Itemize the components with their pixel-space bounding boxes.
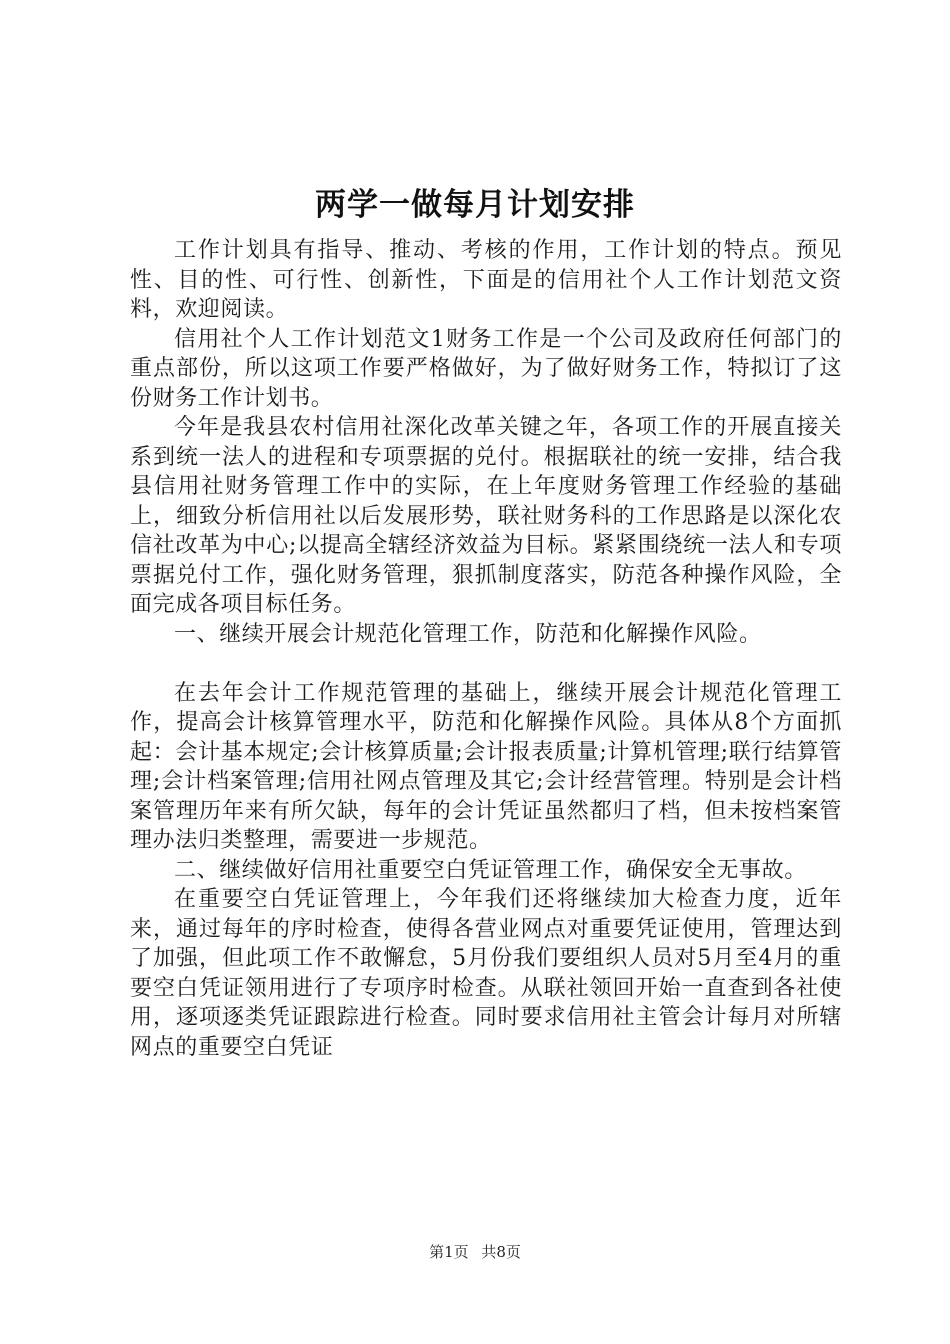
document-title: 两学一做每月计划安排 bbox=[315, 187, 635, 223]
paragraph-intro: 工作计划具有指导、推动、考核的作用，工作计划的特点。预见性、目的性、可行性、创新性，下面是的信用社个人工作计划范文资料，欢迎阅读。 bbox=[130, 238, 842, 322]
section-heading-1: 一、继续开展会计规范化管理工作，防范和化解操作风险。 bbox=[174, 621, 762, 647]
page-total: 共8页 bbox=[481, 1243, 521, 1261]
page-number: 第1页 bbox=[429, 1243, 469, 1261]
paragraph-section-1: 在去年会计工作规范管理的基础上，继续开展会计规范化管理工作，提高会计核算管理水平，防范和化解操作风险。具体从8个方面抓起：会计基本规定;会计核算质量;会计报表质量;计算机管理;联行结算管理;会计档案管理;信用社网点管理及其它;会计经营管理。特别是会计档案管理历年来有所欠缺，每年的会计凭证虽然都归了档，但未按档案管理办法归类整理，需要进一步规范。 bbox=[130, 680, 842, 853]
paragraph-sample-1: 信用社个人工作计划范文1财务工作是一个公司及政府任何部门的重点部份，所以这项工作要严格做好，为了做好财务工作，特拟订了这份财务工作计划书。 bbox=[130, 326, 842, 411]
section-heading-2: 二、继续做好信用社重要空白凭证管理工作，确保安全无事故。 bbox=[174, 857, 807, 883]
paragraph-section-2: 在重要空白凭证管理上，今年我们还将继续加大检查力度，近年来，通过每年的序时检查，使得各营业网点对重要凭证使用，管理达到了加强，但此项工作不敢懈怠，5月份我们要组织人员对5月至4月的重要空白凭证领用进行了专项序时检查。从联社领回开始一直查到各社使用，逐项逐类凭证跟踪进行检查。同时要求信用社主管会计每月对所辖网点的重要空白凭证 bbox=[130, 887, 842, 1060]
paragraph-background: 今年是我县农村信用社深化改革关键之年，各项工作的开展直接关系到统一法人的进程和专项票据的兑付。根据联社的统一安排，结合我县信用社财务管理工作中的实际，在上年度财务管理工作经验的基础上，细致分析信用社以后发展形势，联社财务科的工作思路是以深化农信社改革为中心;以提高全辖经济效益为目标。紧紧围绕统一法人和专项票据兑付工作，强化财务管理，狠抓制度落实，防范各种操作风险，全面完成各项目标任务。 bbox=[130, 415, 842, 617]
document-body bbox=[130, 236, 842, 1062]
page-footer bbox=[0, 1242, 950, 1262]
